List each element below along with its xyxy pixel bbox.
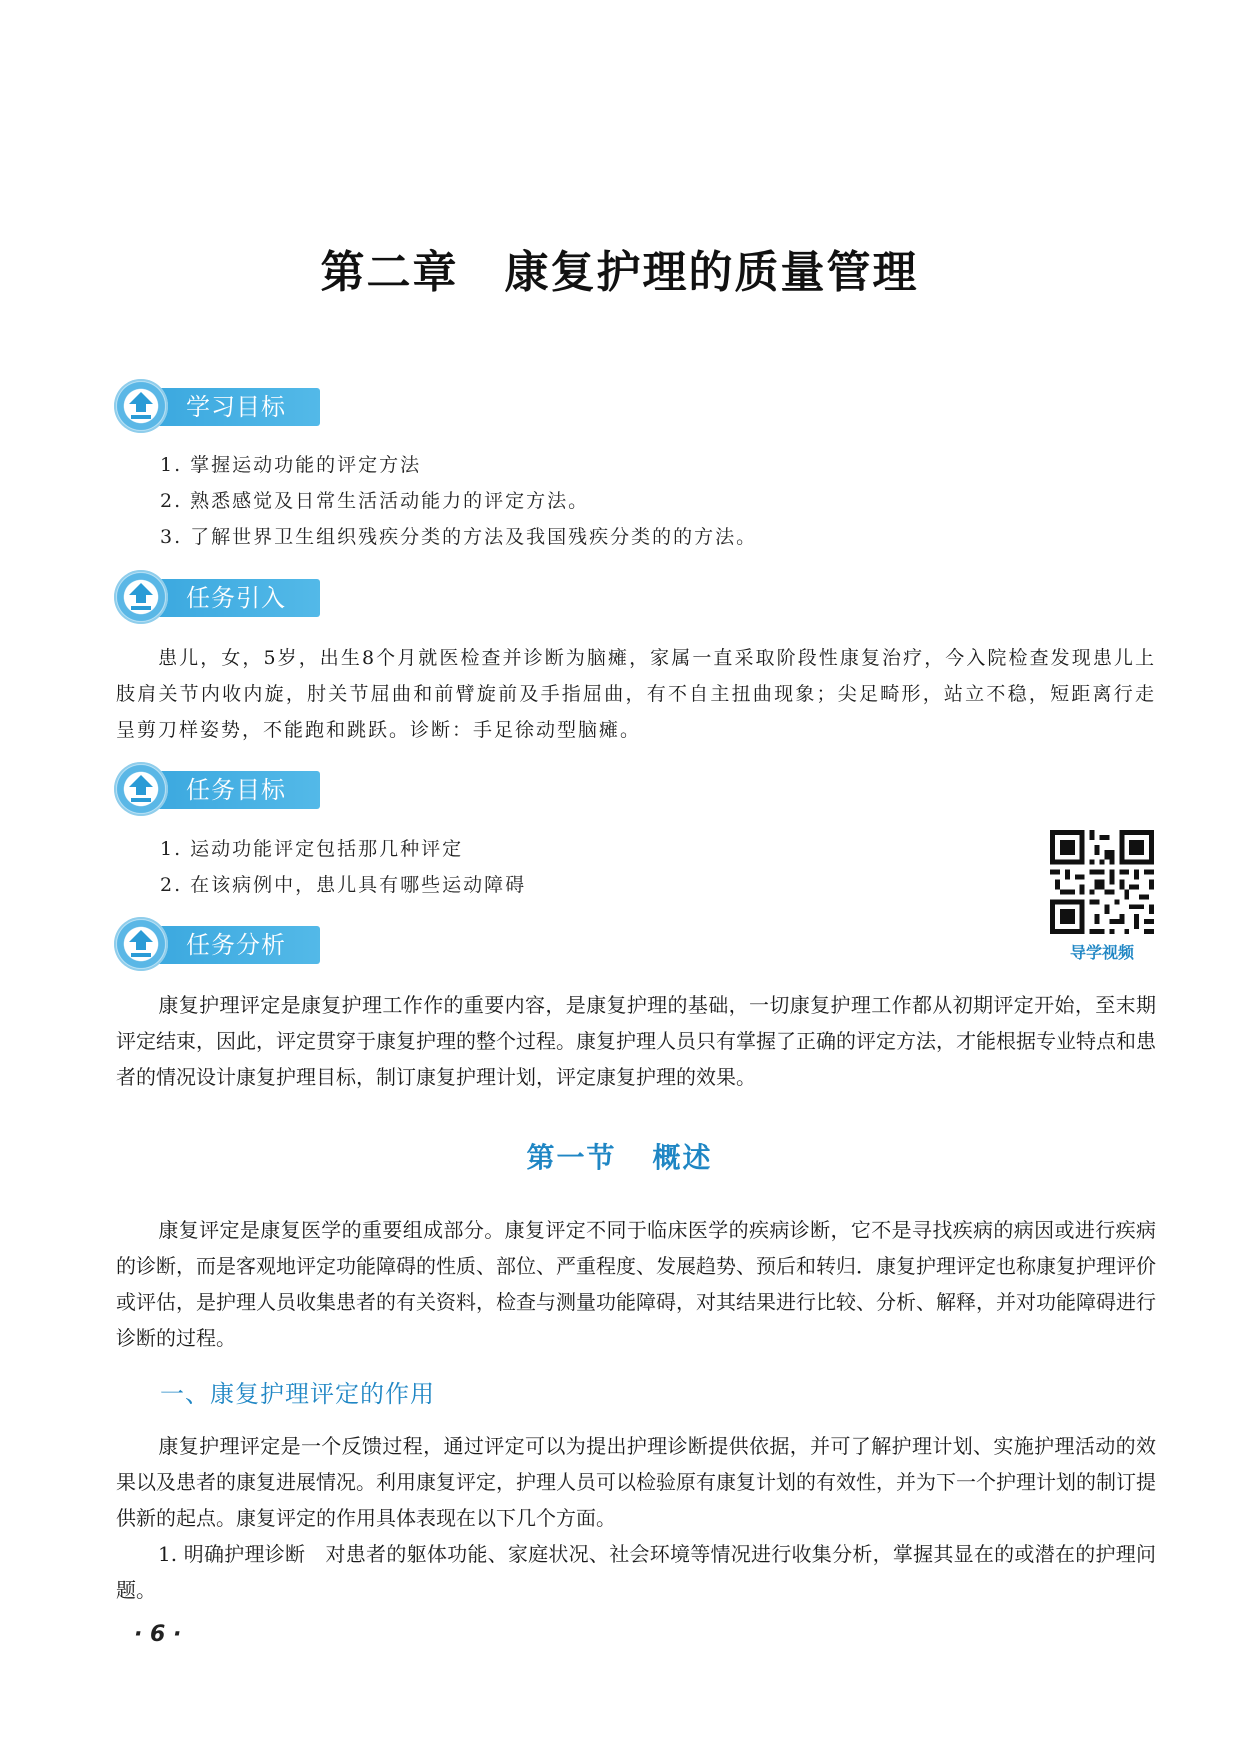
- upload-arrow-icon: [114, 379, 168, 433]
- chapter-name: 康复护理的质量管理: [504, 247, 919, 298]
- list-item: 2. 熟悉感觉及日常生活活动能力的评定方法。: [160, 490, 590, 512]
- subsection-paragraph-2: 1. 明确护理诊断 对患者的躯体功能、家庭状况、社会环境等情况进行收集分析，掌握其显在的或潜在的护理问题。: [116, 1542, 1156, 1602]
- learning-objectives-label: 学习目标: [186, 393, 286, 421]
- chapter-number: 第二章: [320, 247, 459, 298]
- section-name: 概述: [652, 1141, 713, 1174]
- task-intro-text: 患儿，女，5岁，出生8个月就医检查并诊断为脑瘫，家属一直采取阶段性康复治疗，今入院检查发现患儿上肢肩关节内收内旋，肘关节屈曲和前臂旋前及手指屈曲，有不自主扭曲现象；尖足畸形，站立不稳，短距离行走呈剪刀样姿势，不能跑和跳跃。诊断：手足徐动型脑瘫。: [116, 647, 1156, 741]
- task-goals-badge: [114, 762, 314, 818]
- upload-arrow-icon: [114, 570, 168, 624]
- upload-arrow-icon: [114, 917, 168, 971]
- page-number: · 6 ·: [134, 1622, 182, 1647]
- upload-arrow-icon: [114, 762, 168, 816]
- task-goals-list: [160, 831, 526, 903]
- list-item: 1. 掌握运动功能的评定方法: [160, 454, 422, 476]
- list-item: 3. 了解世界卫生组织残疾分类的方法及我国残疾分类的的方法。: [160, 526, 758, 548]
- qr-label: 导学视频: [1069, 943, 1134, 962]
- chapter-title: [0, 236, 1239, 300]
- section-number: 第一节: [526, 1141, 617, 1174]
- task-analysis-label: 任务分析: [186, 931, 286, 959]
- learning-objectives-list: [160, 447, 757, 555]
- task-goals-label: 任务目标: [186, 776, 286, 804]
- task-intro-badge: [114, 570, 314, 626]
- list-item: 1. 运动功能评定包括那几种评定: [160, 838, 464, 860]
- task-intro-label: 任务引入: [186, 584, 286, 612]
- list-item: 2. 在该病例中，患儿具有哪些运动障碍: [160, 874, 527, 896]
- section-intro-text: 康复评定是康复医学的重要组成部分。康复评定不同于临床医学的疾病诊断，它不是寻找疾病的病因或进行疾病的诊断，而是客观地评定功能障碍的性质、部位、严重程度、发展趋势、预后和转归．康复护理评定也称康复护理评价或评估，是护理人员收集患者的有关资料，检查与测量功能障碍，对其结果进行比较、分析、解释，并对功能障碍进行诊断的过程。: [116, 1218, 1156, 1350]
- subsection-paragraph-1: 康复护理评定是一个反馈过程，通过评定可以为提出护理诊断提供依据，并可了解护理计划、实施护理活动的效果以及患者的康复进展情况。利用康复评定，护理人员可以检验原有康复计划的有效性，并为下一个护理计划的制订提供新的起点。康复评定的作用具体表现在以下几个方面。: [116, 1434, 1156, 1530]
- subsection-title: 一、康复护理评定的作用: [160, 1380, 435, 1408]
- task-analysis-badge: [114, 917, 314, 973]
- section-title: [0, 1136, 1239, 1176]
- task-analysis-text: 康复护理评定是康复护理工作作的重要内容，是康复护理的基础，一切康复护理工作都从初期评定开始，至末期评定结束，因此，评定贯穿于康复护理的整个过程。康复护理人员只有掌握了正确的评定方法，才能根据专业特点和患者的情况设计康复护理目标，制订康复护理计划，评定康复护理的效果。: [116, 993, 1156, 1089]
- qr-code-icon[interactable]: [1050, 830, 1154, 934]
- learning-objectives-badge: [114, 379, 314, 435]
